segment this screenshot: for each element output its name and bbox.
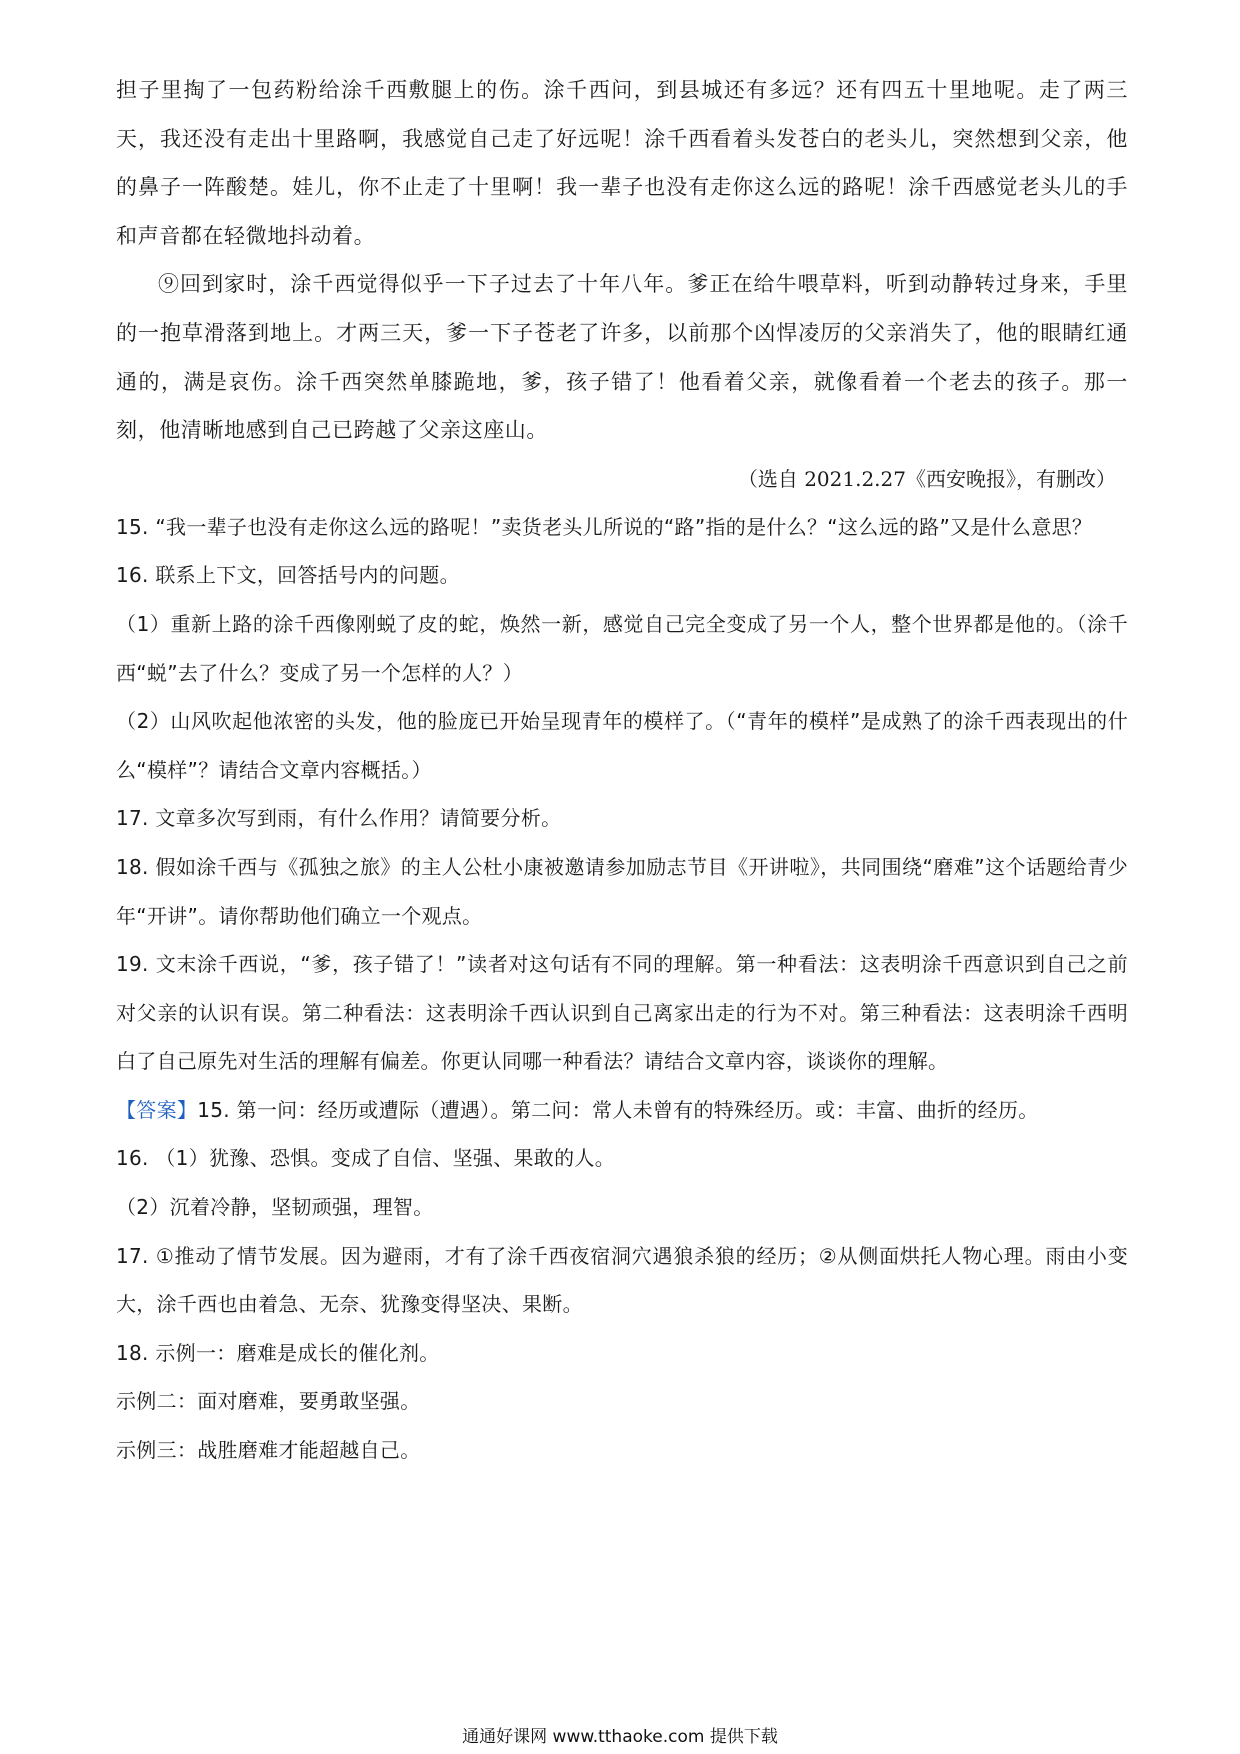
question-16: 16. 联系上下文，回答括号内的问题。: [116, 563, 460, 588]
answer-15: [116, 1086, 1128, 1135]
page-footer: 通通好课网 www.tthaoke.com 提供下载: [462, 1727, 778, 1747]
question-19: 19. 文末涂千西说，“爹，孩子错了！”读者对这句话有不同的理解。第一种看法：这表明涂千西意识到自己之前对父亲的认识有误。第二种看法：这表明涂千西认识到自己离家出走的行为不对。第三种看法：这表明涂千西明白了自己原先对生活的理解有偏差。你更认同哪一种看法？请结合文章内容，谈谈你的理解。: [116, 952, 1128, 1074]
answer-18-example-3: 示例三：战胜磨难才能超越自己。: [116, 1438, 421, 1463]
answers-section: [116, 1086, 1128, 1475]
story-excerpt: [116, 66, 1128, 503]
question-17: 17. 文章多次写到雨，有什么作用？请简要分析。: [116, 806, 562, 831]
answer-15-text: 15. 第一问：经历或遭际（遭遇）。第二问：常人未曾有的特殊经历。或：丰富、曲折的经历。: [197, 1097, 1039, 1122]
question-16-part-2: （2）山风吹起他浓密的头发，他的脸庞已开始呈现青年的模样了。（“青年的模样”是成熟了的涂千西表现出的什么“模样”？请结合文章内容概括。）: [116, 709, 1128, 782]
document-page: [116, 66, 1128, 1475]
answer-tag: 【答案】: [116, 1097, 198, 1122]
answer-16-part-2: （2）沉着冷静，坚韧顽强，理智。: [116, 1195, 434, 1220]
story-paragraph-8: 担子里掏了一包药粉给涂千西敷腿上的伤。涂千西问，到县城还有多远？还有四五十里地呢。走了两三天，我还没有走出十里路啊，我感觉自己走了好远呢！涂千西看着头发苍白的老头儿，突然想到父亲，他的鼻子一阵酸楚。娃儿，你不止走了十里啊！我一辈子也没有走你这么远的路呢！涂千西感觉老头儿的手和声音都在轻微地抖动着。: [116, 78, 1128, 248]
answer-18-example-2: 示例二：面对磨难，要勇敢坚强。: [116, 1389, 421, 1414]
questions-section: [116, 503, 1128, 1086]
question-16-part-1: （1）重新上路的涂千西像刚蜕了皮的蛇，焕然一新，感觉自己完全变成了另一个人，整个世界都是他的。（涂千西“蜕”去了什么？变成了另一个怎样的人？）: [116, 611, 1128, 685]
source-citation: （选自 2021.2.27《西安晚报》，有删改）: [737, 466, 1116, 491]
story-paragraph-9: ⑨回到家时，涂千西觉得似乎一下子过去了十年八年。爹正在给牛喂草料，听到动静转过身来，手里的一抱草滑落到地上。才两三天，爹一下子苍老了许多，以前那个凶悍凌厉的父亲消失了，他的眼睛红通通的，满是哀伤。涂千西突然单膝跪地，爹，孩子错了！他看着父亲，就像看着一个老去的孩子。那一刻，他清晰地感到自己已跨越了父亲这座山。: [116, 272, 1128, 443]
question-15: 15. “我一辈子也没有走你这么远的路呢！”卖货老头儿所说的“路”指的是什么？“这么远的路”又是什么意思？: [116, 514, 1093, 539]
question-18: 18. 假如涂千西与《孤独之旅》的主人公杜小康被邀请参加励志节目《开讲啦》，共同围绕“磨难”这个话题给青少年“开讲”。请你帮助他们确立一个观点。: [116, 854, 1128, 928]
answer-18-example-1: 18. 示例一：磨难是成长的催化剂。: [116, 1340, 440, 1365]
answer-17: 17. ①推动了情节发展。因为避雨，才有了涂千西夜宿洞穴遇狼杀狼的经历；②从侧面烘托人物心理。雨由小变大，涂千西也由着急、无奈、犹豫变得坚决、果断。: [116, 1243, 1128, 1317]
answer-16-part-1: 16. （1）犹豫、恐惧。变成了自信、坚强、果敢的人。: [116, 1146, 615, 1171]
